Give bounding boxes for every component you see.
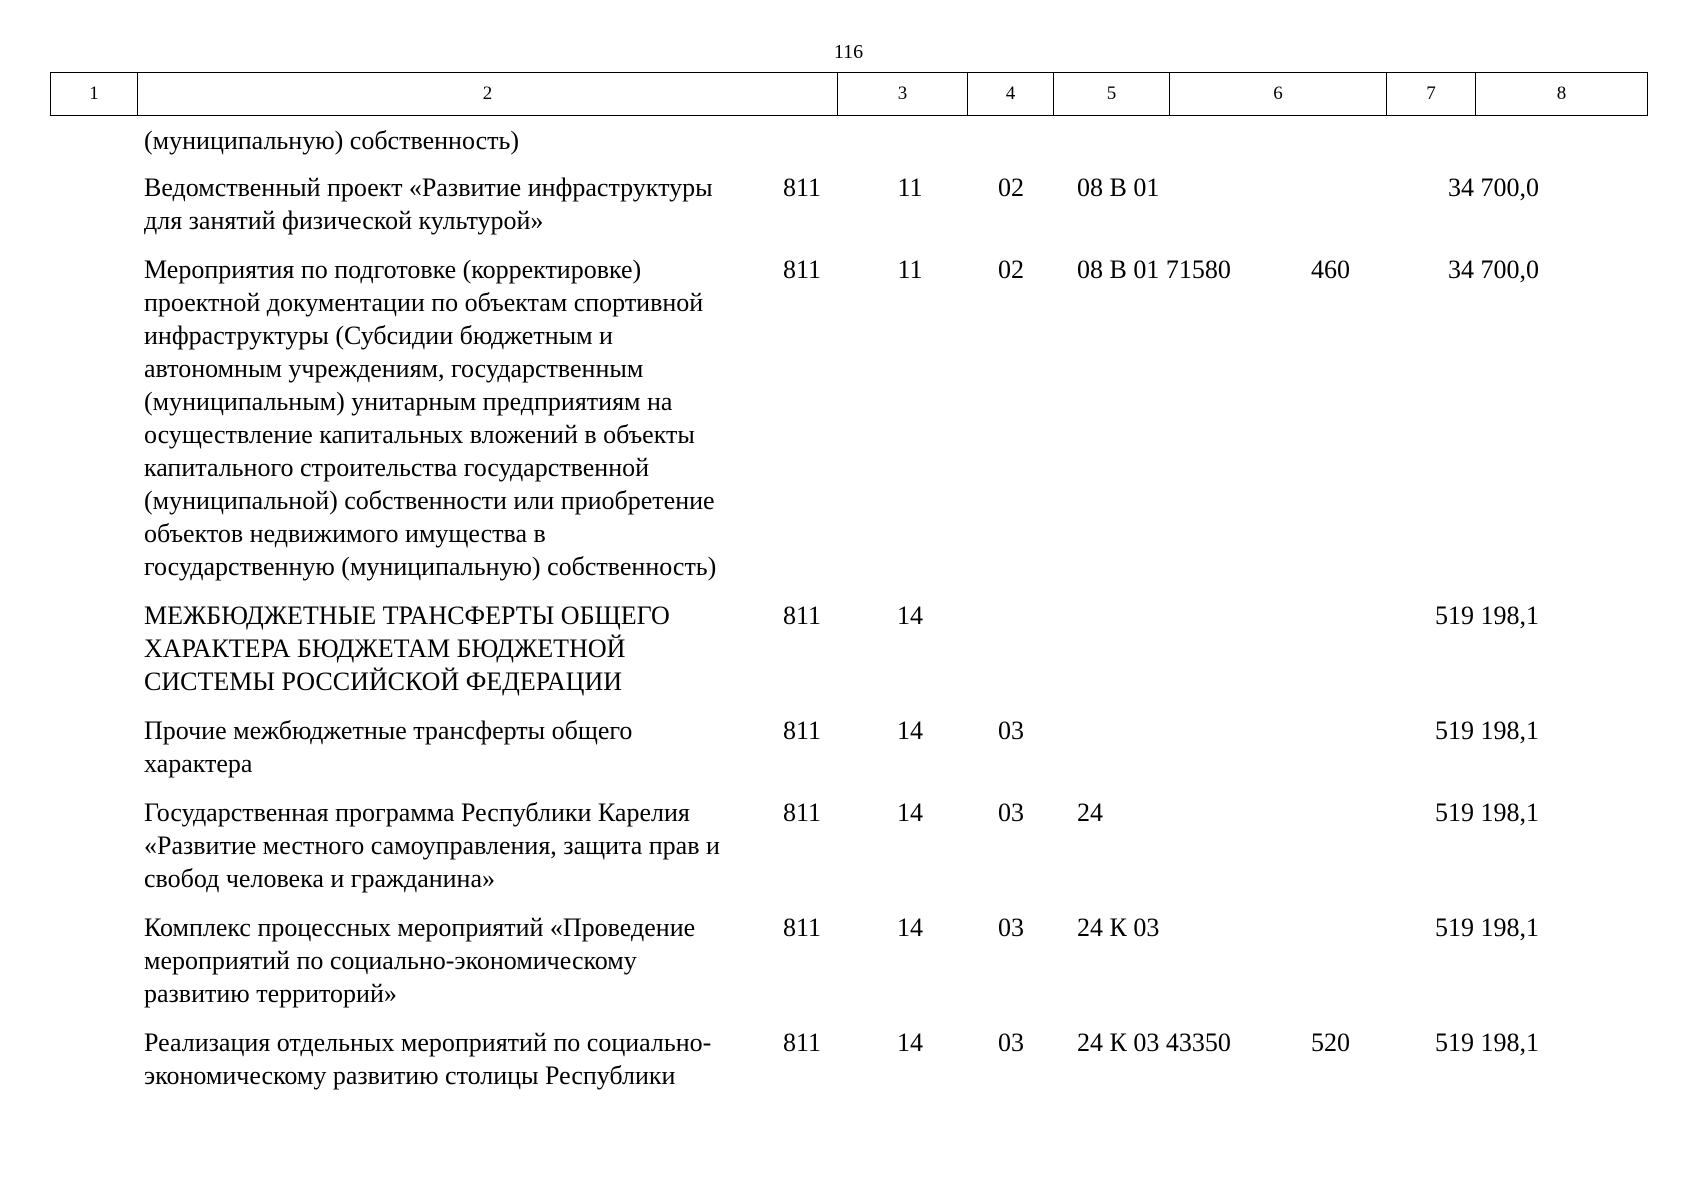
row-col-7: 460 [1311, 255, 1350, 284]
row-col-3: 811 [782, 716, 822, 745]
row-col-5 [953, 124, 1069, 157]
row-col-8: 519 198,1 [1435, 601, 1539, 630]
row-name: МЕЖБЮДЖЕТНЫЕ ТРАНСФЕРТЫ ОБЩЕГО ХАРАКТЕРА БЮДЖЕТАМ БЮДЖЕТНОЙ СИСТЕМЫ РОССИЙСКОЙ ФЕДЕРАЦИИ [144, 601, 670, 696]
row-col-4: 14 [897, 601, 923, 630]
row-col-8: 34 700,0 [1448, 173, 1539, 202]
table-row [50, 599, 1643, 698]
row-col-7 [1286, 796, 1375, 895]
row-col-4: 14 [897, 1028, 923, 1057]
row-col-4: 14 [897, 798, 923, 827]
row-name: (муниципальную) собственность) [144, 126, 520, 155]
row-col-8: 519 198,1 [1435, 913, 1539, 942]
row-col-5 [953, 599, 1069, 698]
row-col-8 [1375, 124, 1547, 157]
row-col-8: 34 700,0 [1448, 255, 1539, 284]
row-name: Комплекс процессных мероприятий «Проведение мероприятий по социально-экономическому развитию территорий» [144, 913, 696, 1008]
column-header-3: 3 [838, 73, 968, 116]
table-row [50, 714, 1643, 780]
row-col-3: 811 [782, 913, 822, 942]
row-col-5: 03 [998, 716, 1024, 745]
column-header-5: 5 [1054, 73, 1170, 116]
row-col-3 [737, 124, 867, 157]
row-name: Государственная программа Республики Карелия «Развитие местного самоуправления, защита прав и свобод человека и гражданина» [144, 798, 720, 893]
table-row [50, 796, 1643, 895]
column-header-2: 2 [138, 73, 838, 116]
row-col-5: 02 [998, 255, 1024, 284]
row-col-6: 08 В 01 [1077, 173, 1160, 202]
row-col-8: 519 198,1 [1435, 1028, 1539, 1057]
table-row [50, 171, 1643, 237]
row-col-7 [1286, 911, 1375, 1010]
row-col-8: 519 198,1 [1435, 716, 1539, 745]
row-name: Мероприятия по подготовке (корректировке) проектной документации по объектам спортивной инфраструктуры (Субсидии бюджетным и автономным учреждениям, государственным (муниципальным) унитарным предприятиям на осуществление капитальных вложений в объекты капитального строительства государственной (муниципальной) собственности или приобретение объектов недвижимого имущества в государственную (муниципальную) собственность) [144, 255, 717, 581]
row-col-5: 02 [998, 173, 1024, 202]
row-col-8: 519 198,1 [1435, 798, 1539, 827]
row-col-5: 03 [998, 798, 1024, 827]
column-header-1: 1 [51, 73, 138, 116]
row-col-6 [1069, 599, 1286, 698]
page-number: 116 [833, 41, 864, 63]
row-col-7 [1286, 714, 1375, 780]
table-row [50, 911, 1643, 1010]
row-col-3: 811 [782, 798, 822, 827]
column-header-4: 4 [968, 73, 1054, 116]
row-col-6: 08 В 01 71580 [1077, 255, 1231, 284]
budget-rows [50, 124, 1643, 1108]
row-col-4: 14 [897, 716, 923, 745]
row-col-6 [1069, 124, 1286, 157]
table-row [50, 253, 1643, 583]
column-header-8: 8 [1476, 73, 1648, 116]
row-col-7 [1286, 171, 1375, 237]
row-col-3: 811 [782, 1028, 822, 1057]
row-col-6 [1069, 714, 1286, 780]
row-col-6: 24 К 03 43350 [1077, 1028, 1231, 1057]
row-col-4 [867, 124, 953, 157]
row-col-7 [1286, 124, 1375, 157]
row-name: Прочие межбюджетные трансферты общего характера [144, 716, 633, 778]
row-col-7 [1286, 599, 1375, 698]
table-row [50, 124, 1643, 157]
row-col-3: 811 [782, 173, 822, 202]
row-col-4: 11 [897, 173, 923, 202]
column-number-header [50, 72, 1648, 116]
row-name: Реализация отдельных мероприятий по социально-экономическому развитию столицы Республики [144, 1028, 712, 1090]
row-name: Ведомственный проект «Развитие инфраструктуры для занятий физической культурой» [144, 173, 713, 235]
column-header-6: 6 [1170, 73, 1387, 116]
row-col-4: 14 [897, 913, 923, 942]
row-col-6: 24 [1077, 798, 1103, 827]
row-col-3: 811 [782, 255, 822, 284]
row-col-3: 811 [782, 601, 822, 630]
column-header-7: 7 [1387, 73, 1476, 116]
row-col-5: 03 [998, 1028, 1024, 1057]
row-col-4: 11 [897, 255, 923, 284]
row-col-6: 24 К 03 [1077, 913, 1160, 942]
table-row [50, 1026, 1643, 1092]
row-col-7: 520 [1311, 1028, 1350, 1057]
row-col-5: 03 [998, 913, 1024, 942]
